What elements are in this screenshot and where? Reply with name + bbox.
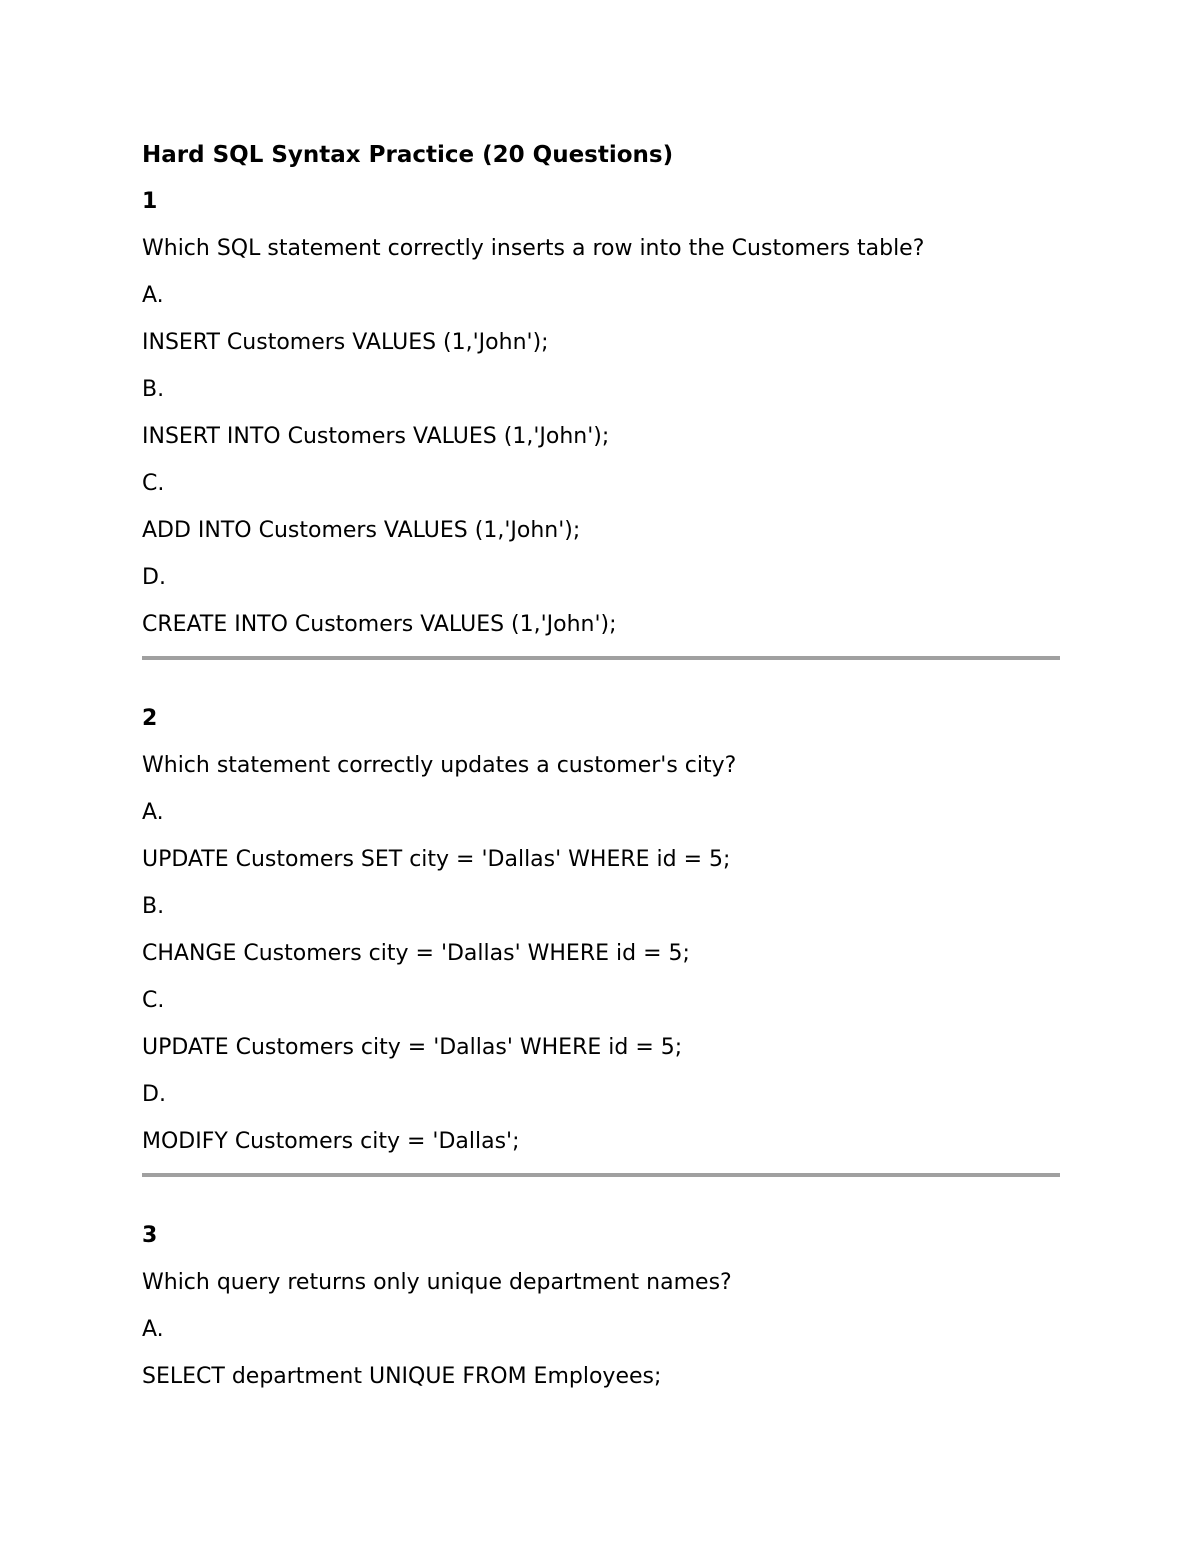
question-1 bbox=[142, 186, 1060, 641]
option-letter-a: A. bbox=[142, 283, 164, 308]
option-letter-a: A. bbox=[142, 800, 164, 825]
option-text-d: MODIFY Customers city = 'Dallas'; bbox=[142, 1129, 520, 1154]
question-3 bbox=[142, 1220, 1060, 1393]
option-text-a: UPDATE Customers SET city = 'Dallas' WHERE id = 5; bbox=[142, 847, 731, 872]
option-text-b: INSERT INTO Customers VALUES (1,'John'); bbox=[142, 424, 610, 449]
option-letter-c: C. bbox=[142, 988, 165, 1013]
horizontal-divider bbox=[142, 656, 1060, 660]
question-text: Which statement correctly updates a customer's city? bbox=[142, 753, 737, 778]
option-letter-a: A. bbox=[142, 1317, 164, 1342]
document-page bbox=[142, 139, 1060, 1408]
question-text: Which query returns only unique department names? bbox=[142, 1270, 732, 1295]
option-letter-d: D. bbox=[142, 1082, 166, 1107]
question-text: Which SQL statement correctly inserts a row into the Customers table? bbox=[142, 236, 925, 261]
option-letter-d: D. bbox=[142, 565, 166, 590]
option-text-c: ADD INTO Customers VALUES (1,'John'); bbox=[142, 518, 581, 543]
option-letter-b: B. bbox=[142, 894, 165, 919]
option-text-a: INSERT Customers VALUES (1,'John'); bbox=[142, 330, 549, 355]
question-2 bbox=[142, 703, 1060, 1158]
option-text-d: CREATE INTO Customers VALUES (1,'John'); bbox=[142, 612, 617, 637]
horizontal-divider bbox=[142, 1173, 1060, 1177]
document-title: Hard SQL Syntax Practice (20 Questions) bbox=[142, 142, 674, 168]
option-text-b: CHANGE Customers city = 'Dallas' WHERE id = 5; bbox=[142, 941, 690, 966]
question-number: 1 bbox=[142, 189, 158, 214]
option-text-a: SELECT department UNIQUE FROM Employees; bbox=[142, 1364, 662, 1389]
option-text-c: UPDATE Customers city = 'Dallas' WHERE id = 5; bbox=[142, 1035, 683, 1060]
option-letter-b: B. bbox=[142, 377, 165, 402]
question-number: 3 bbox=[142, 1223, 158, 1248]
question-number: 2 bbox=[142, 706, 158, 731]
option-letter-c: C. bbox=[142, 471, 165, 496]
